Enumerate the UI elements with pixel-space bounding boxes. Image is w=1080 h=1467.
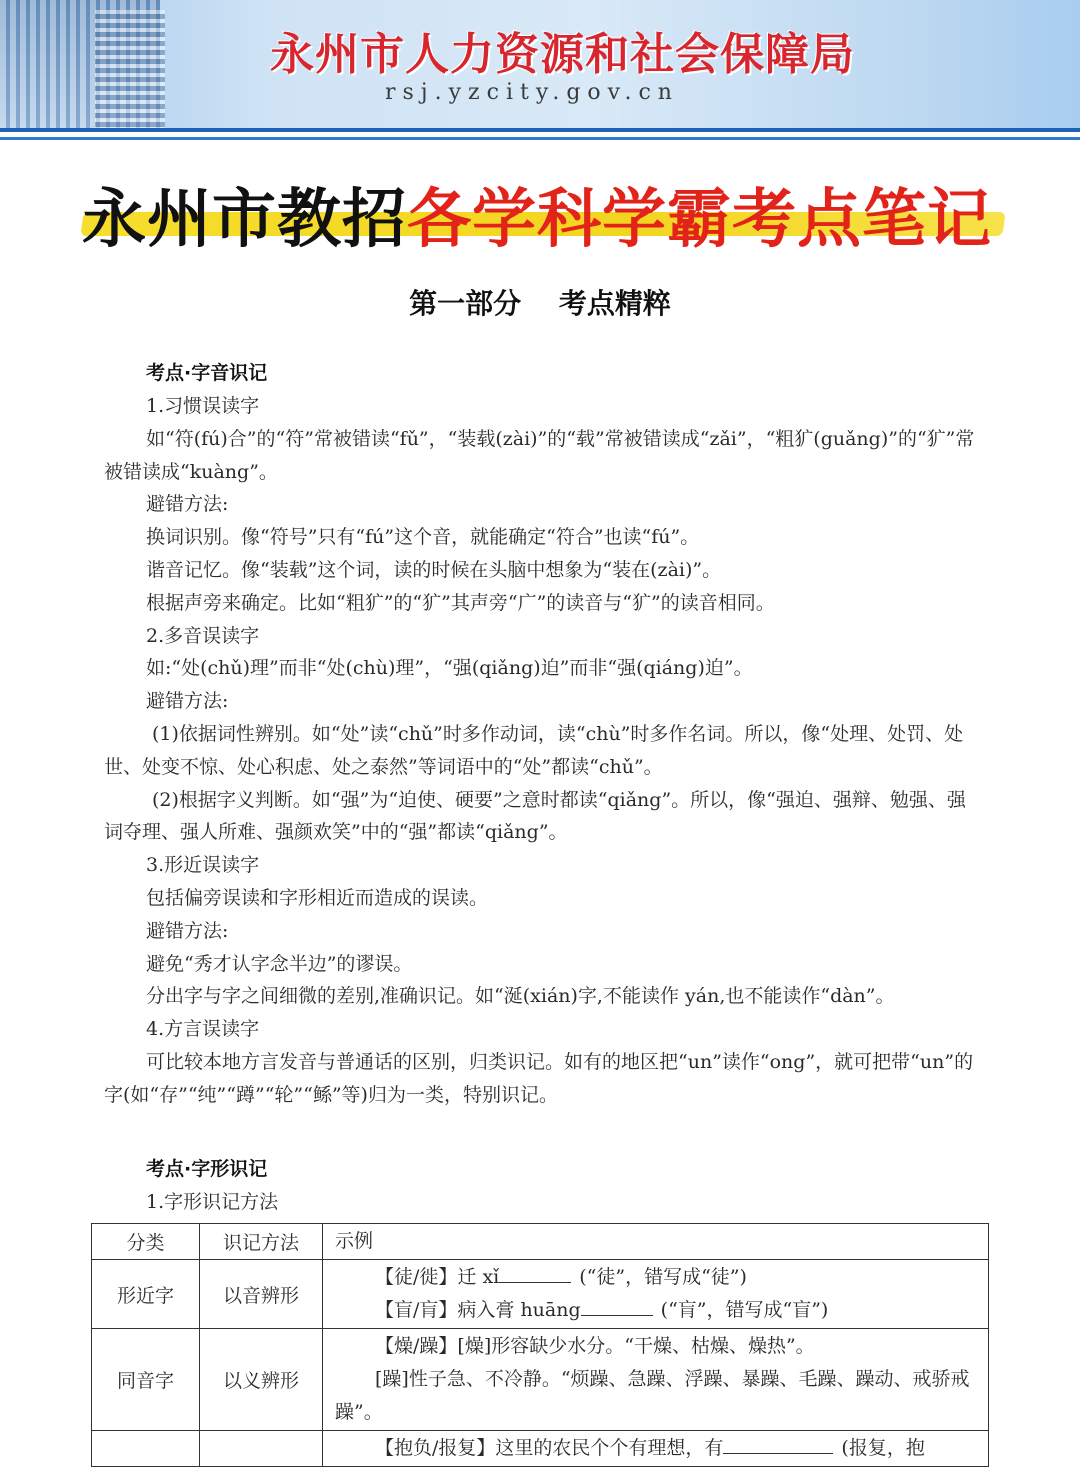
title-part-1: 永州市教招: [82, 183, 407, 257]
table-header: 示例: [323, 1224, 989, 1260]
paragraph: 换词识别。像“符号”只有“fú”这个音，就能确定“符合”也读“fú”。: [146, 526, 700, 549]
example-line: [335, 1432, 987, 1465]
paragraph: 分出字与字之间细微的差别,准确识记。如“涎(xián)字,不能读作 yán,也不能读作“dàn”。: [146, 985, 895, 1008]
table-cell-examples: [323, 1431, 989, 1467]
example-note: (“肓”，错写成“盲”): [660, 1299, 829, 1321]
table-header: 分类: [92, 1224, 200, 1260]
example-line: [335, 1261, 987, 1294]
table-row: [92, 1431, 989, 1467]
table-cell-examples: [323, 1260, 989, 1329]
section-heading: 第一部分 考点精粹: [409, 287, 671, 320]
banner-divider-2: [0, 137, 1080, 140]
paragraph: 避免“秀才认字念半边”的谬误。: [146, 952, 413, 975]
table-cell-method: 以义辨形: [200, 1329, 323, 1431]
example-note: (报复，抱: [841, 1437, 925, 1459]
kp-pronunciation: [104, 357, 984, 1112]
org-name: 永州市人力资源和社会保障局: [270, 29, 855, 80]
table-row: [92, 1260, 989, 1329]
list-item: 2.多音误读字: [146, 624, 260, 647]
table-row: [92, 1329, 989, 1431]
example-line: [躁]性子急、不冷静。“烦躁、急躁、浮躁、暴躁、毛躁、躁动、戒骄戒躁”。: [335, 1368, 970, 1423]
glyph-table: [91, 1223, 989, 1467]
fill-blank: [581, 1297, 653, 1316]
example-line: [335, 1294, 987, 1327]
example-text: 【抱负/报复】这里的农民个个有理想，有: [375, 1437, 724, 1459]
table-cell-method: 以音辨形: [200, 1260, 323, 1329]
building-image-detail: [95, 10, 165, 132]
example-text: 【盲/肓】病入膏 huāng: [375, 1299, 581, 1321]
banner-divider: [0, 128, 1080, 132]
paragraph: 包括偏旁误读和字形相近而造成的误读。: [146, 886, 489, 909]
example-line: 【燥/躁】[燥]形容缺少水分。“干燥、枯燥、燥热”。: [375, 1335, 815, 1357]
list-item: 3.形近误读字: [146, 854, 260, 877]
kp-glyph: [104, 1153, 984, 1219]
table-cell-category: [92, 1431, 200, 1467]
table-header-row: [92, 1224, 989, 1260]
main-title: [82, 168, 1012, 257]
fill-blank: [499, 1264, 571, 1283]
list-item: 避错方法:: [146, 690, 229, 713]
example-text: 【徒/徙】迁 xǐ: [375, 1266, 500, 1288]
paragraph: (1)依据词性辨别。如“处”读“chǔ”时多作动词，读“chù”时多作名词。所以，像“处理、处罚、处世、处变不惊、处心积虑、处之泰然”等词语中的“处”都读“chǔ”。: [104, 722, 964, 778]
list-item: 1.字形识记方法: [146, 1191, 279, 1213]
paragraph: 如:“处(chǔ)理”而非“处(chù)理”，“强(qiǎng)迫”而非“强(qiáng)迫”。: [146, 657, 753, 680]
header-banner: [0, 0, 1080, 132]
list-item: 避错方法:: [146, 493, 229, 516]
org-url: rsj.yzcity.gov.cn: [385, 80, 679, 105]
list-item: 4.方言误读字: [146, 1018, 260, 1041]
table-cell-category: 同音字: [92, 1329, 200, 1431]
list-item: 避错方法:: [146, 919, 229, 942]
title-part-2: 各学科学霸考点笔记: [407, 183, 992, 257]
paragraph: 根据声旁来确定。比如“粗犷”的“犷”其声旁“广”的读音与“犷”的读音相同。: [146, 591, 775, 614]
fill-blank: [723, 1435, 833, 1454]
kp-heading: 考点·字音识记: [146, 362, 268, 384]
paragraph: (2)根据字义判断。如“强”为“迫使、硬要”之意时都读“qiǎng”。所以，像“强迫、强辩、勉强、强词夺理、强人所难、强颜欢笑”中的“强”都读“qiǎng”。: [104, 788, 966, 844]
table-cell-method: [200, 1431, 323, 1467]
table-header: 识记方法: [200, 1224, 323, 1260]
paragraph: 可比较本地方言发音与普通话的区别，归类识记。如有的地区把“un”读作“ong”，就可把带“un”的字(如“存”“纯”“蹲”“轮”“鲧”等)归为一类，特别识记。: [104, 1050, 974, 1106]
paragraph: 如“符(fú)合”的“符”常被错读“fǔ”，“装载(zài)”的“载”常被错读成“zǎi”，“粗犷(guǎng)”的“犷”常被错读成“kuàng”。: [104, 427, 975, 483]
example-note: (“徒”，错写成“徒”): [579, 1266, 747, 1288]
table-cell-category: 形近字: [92, 1260, 200, 1329]
paragraph: 谐音记忆。像“装载”这个词，读的时候在头脑中想象为“装在(zài)”。: [146, 558, 722, 581]
table-cell-examples: [323, 1329, 989, 1431]
kp-heading: 考点·字形识记: [146, 1158, 268, 1180]
list-item: 1.习惯误读字: [146, 395, 260, 417]
